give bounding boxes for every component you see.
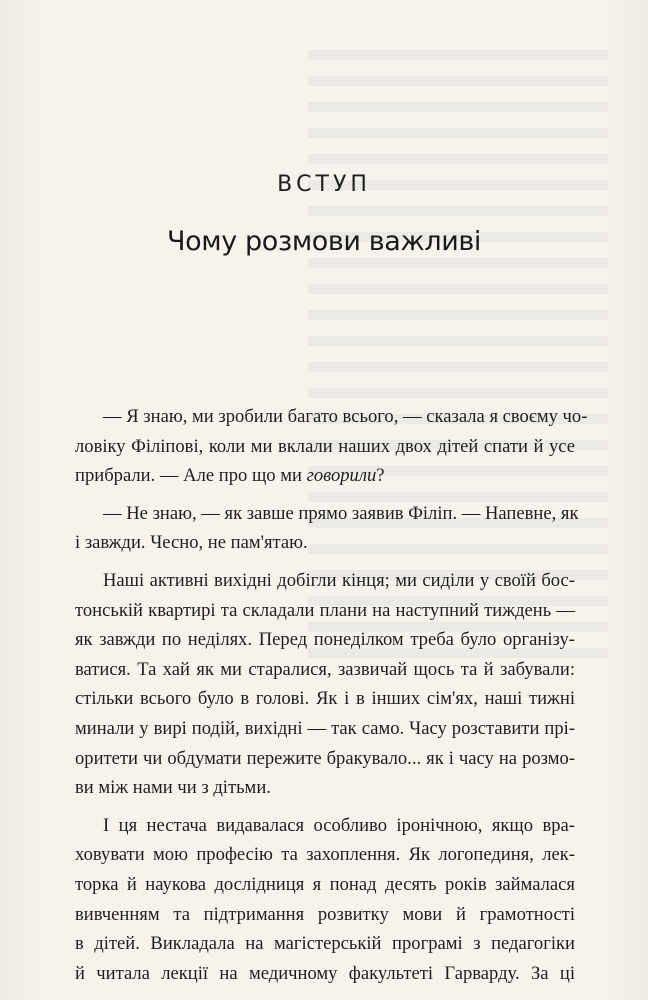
text-run: прибрали. — Але про що ми <box>75 465 307 487</box>
text-line: ватися. Та хай як ми старалися, зазвичай щось та й забували: <box>75 658 575 680</box>
chapter-title: Чому розмови важливі <box>167 226 481 257</box>
text-line: і завжди. Чесно, не пам'ятаю. <box>75 532 308 554</box>
paragraph <box>75 566 575 803</box>
body-text <box>75 402 588 996</box>
text-line: Наші активні вихідні добігли кінця; ми сиділи у своїй бос- <box>103 569 575 591</box>
text-line: стільки всього було в голові. Як і в інших сім'ях, наші тижні <box>75 688 575 710</box>
text-line: вивченням та підтримання розвитку мови й грамотності <box>75 903 575 925</box>
text-line: й читала лекції на медичному факультеті Гарварду. За ці <box>75 962 575 984</box>
text-line: ви між нами чи з дітьми. <box>75 777 271 799</box>
text-line: — Я знаю, ми зробили багато всього, — сказала я своєму чо- <box>103 406 588 427</box>
text-line: ховувати мою професію та захоплення. Як логопединя, лек- <box>75 844 575 866</box>
text-line: в дітей. Викладала на магістерській програмі з педагогіки <box>75 933 575 955</box>
emphasis-text: говорили <box>306 465 377 487</box>
text-line <box>75 461 575 491</box>
paragraph <box>75 811 575 989</box>
text-line: оритети чи обдумати пережите бракувало... як і часу на розмо- <box>75 747 575 769</box>
text-line: — Не знаю, — як завше прямо заявив Філіп. — Напевне, як <box>103 502 579 524</box>
text-line: торка й наукова дослідниця я понад десять років займалася <box>75 873 575 895</box>
text-line: минали у вирі подій, вихідні — так само. Часу розставити прі- <box>75 717 575 739</box>
paragraph <box>75 402 588 491</box>
text-line: як завжди по неділях. Перед понеділком треба було організу- <box>75 629 575 651</box>
text-line: тонській квартирі та складали плани на наступний тиждень — <box>75 599 575 621</box>
paragraph <box>75 499 579 558</box>
text-line: І ця нестача видавалася особливо іронічною, якщо вра- <box>103 814 575 836</box>
text-line: ловіку Філіпові, коли ми вклали наших двох дітей спати й усе <box>75 435 575 457</box>
chapter-label: ВСТУП <box>277 172 371 197</box>
text-run: ? <box>376 465 385 487</box>
